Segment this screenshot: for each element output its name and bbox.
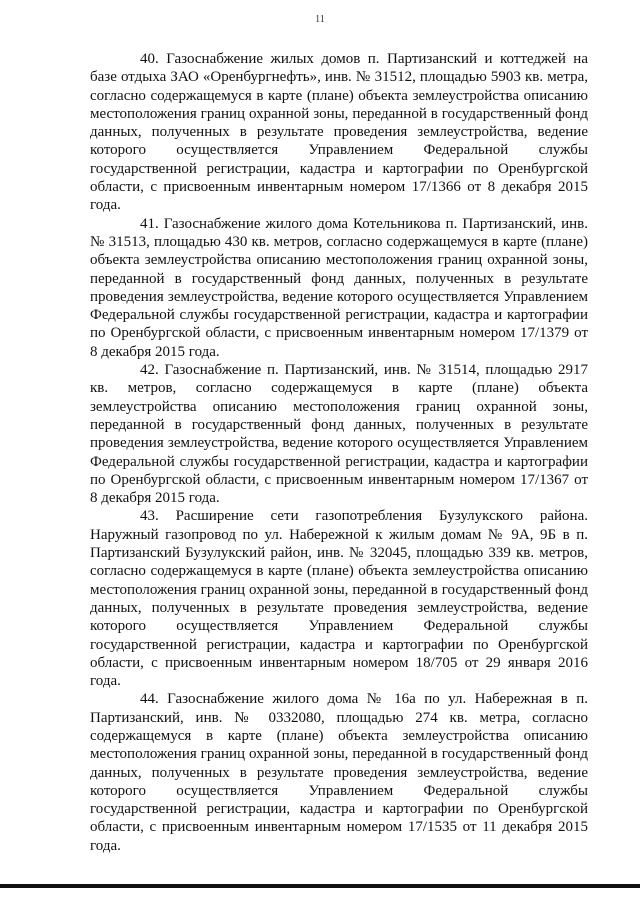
- bottom-divider: [0, 884, 640, 888]
- paragraph-item-42: 42. Газоснабжение п. Партизанский, инв. № 31514, площадью 2917 кв. метров, согласно содержащемуся в карте (плане) объекта землеустройства описанию местоположения границ охранной зоны, переданной в государственный фонд данных, полученных в результате проведения землеустройства, ведение которого осуществляется Управлением Федеральной службы государственной регистрации, кадастра и картографии по Оренбургской области, с присвоенным инвентарным номером 17/1367 от 8 декабря 2015 года.: [90, 362, 588, 507]
- page-number: 11: [315, 14, 325, 25]
- paragraph-item-43: 43. Расширение сети газопотребления Бузулукского района. Наружный газопровод по ул. Набережной к жилым домам № 9А, 9Б в п. Партизанский Бузулукский район, инв. № 32045, площадью 339 кв. метров, согласно содержащемуся в карте (плане) объекта землеустройства описанию местоположения границ охранной зоны, переданной в государственный фонд данных, полученных в результате проведения землеустройства, ведение которого осуществляется Управлением Федеральной службы государственной регистрации, кадастра и картографии по Оренбургской области, с присвоенным инвентарным номером 18/705 от 29 января 2016 года.: [90, 508, 588, 690]
- paragraph-item-44: 44. Газоснабжение жилого дома № 16а по ул. Набережная в п. Партизанский, инв. № 0332080, площадью 274 кв. метра, согласно содержащемуся в карте (плане) объекта землеустройства описанию местоположения границ охранной зоны, переданной в государственный фонд данных, полученных в результате проведения землеустройства, ведение которого осуществляется Управлением Федеральной службы государственной регистрации, кадастра и картографии по Оренбургской области, с присвоенным инвентарным номером 17/1535 от 11 декабря 2015 года.: [90, 691, 588, 854]
- paragraph-item-40: 40. Газоснабжение жилых домов п. Партизанский и коттеджей на базе отдыха ЗАО «Оренбургнефть», инв. № 31512, площадью 5903 кв. метра, согласно содержащемуся в карте (плане) объекта землеустройства описанию местоположения границ охранной зоны, переданной в государственный фонд данных, полученных в результате проведения землеустройства, ведение которого осуществляется Управлением Федеральной службы государственной регистрации, кадастра и картографии по Оренбургской области, с присвоенным инвентарным номером 17/1366 от 8 декабря 2015 года.: [90, 51, 588, 214]
- document-body: [90, 50, 588, 855]
- paragraph-item-41: 41. Газоснабжение жилого дома Котельникова п. Партизанский, инв. № 31513, площадью 430 кв. метров, согласно содержащемуся в карте (плане) объекта землеустройства описанию местоположения границ охранной зоны, переданной в государственный фонд данных, полученных в результате проведения землеустройства, ведение которого осуществляется Управлением Федеральной службы государственной регистрации, кадастра и картографии по Оренбургской области, с присвоенным инвентарным номером 17/1379 от 8 декабря 2015 года.: [90, 215, 588, 360]
